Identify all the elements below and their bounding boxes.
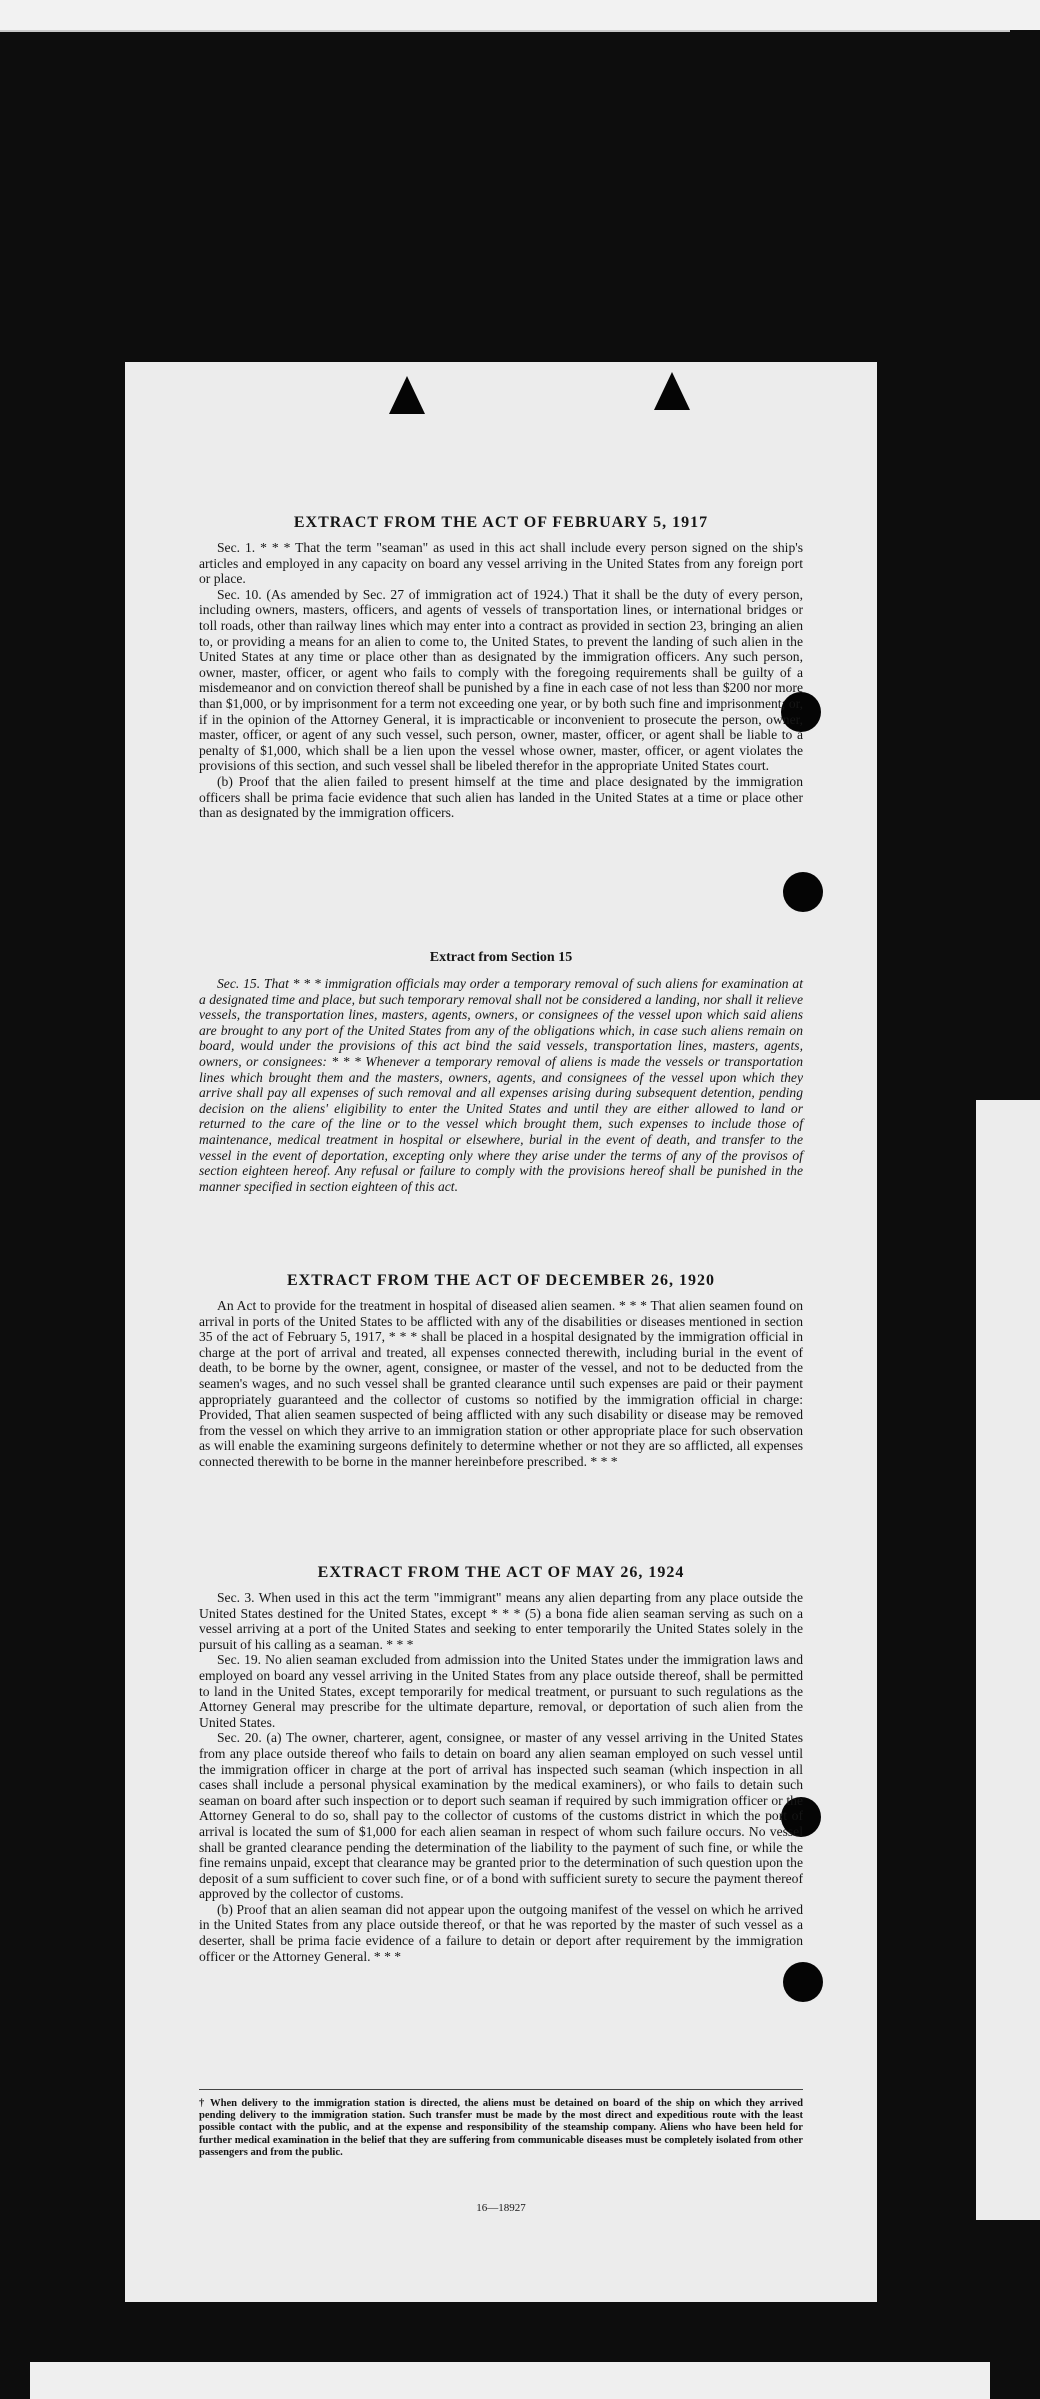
paragraph: Sec. 10. (As amended by Sec. 27 of immigration act of 1924.) That it shall be the duty of every person, including owners, masters, officers, and agents of vessels of transportation lines, or international bridges or toll roads, other than railway lines which may enter into a contract as provided in section 23, bringing an alien to, or providing a means for an alien to come to, the United States, to prevent the landing of such alien in the United States at any time or place other than as designated by the immigration officers. Any such person, owner, master, officer, or agent who fails to comply with the foregoing requirements shall be guilty of a misdemeanor and on conviction thereof shall be punished by a fine in each case of not less than $200 nor more than $1,000, or by imprisonment for a term not exceeding one year, or by both such fine and imprisonment; or, if in the opinion of the Attorney General, it is impracticable or inconvenient to prosecute the person, owner, master, officer, or agent of any such vessel, such person, owner, master, officer, or agent shall be liable to a penalty of $1,000, which shall be a lien upon the vessel whose owner, master, officer, or agent violates the provisions of this section, and such vessel shall be libeled therefor in the appropriate United States court. (199, 586, 803, 774)
section-act-1920 (199, 1272, 803, 1470)
punch-hole (783, 1962, 823, 2002)
paragraph: (b) Proof that the alien failed to present himself at the time and place designated by the immigration officers shall be prima facie evidence that such alien has landed in the United States at a time or place other than as designated by the immigration officers. (199, 773, 803, 821)
paragraph: An Act to provide for the treatment in hospital of diseased alien seamen. * * * That alien seamen found on arrival in ports of the United States to be afflicted with any of the disabilities or diseases mentioned in section 35 of the act of February 5, 1917, * * * shall be placed in a hospital designated by the immigration official in charge at the port of arrival and treated, all expenses connected therewith, including burial in the event of death, to be borne by the owner, agent, consignee, or master of the vessel, and not to be deducted from the seamen's wages, and no such vessel shall be granted clearance until such expenses are paid or their payment appropriately guaranteed and the collector of customs so notified by the immigration official in charge: Provided, That alien seamen suspected of being afflicted with any such disability or disease may be removed from the vessel on which they arrive to an immigration station or other appropriate place for such observation as will enable the examining surgeons definitely to determine whether or not they are so afflicted, all expenses connected therewith to be borne in the manner hereinbefore prescribed. * * * (199, 1298, 803, 1469)
paragraph: Sec. 15. That * * * immigration officials may order a temporary removal of such aliens for examination at a designated time and place, but such temporary removal shall not be considered a landing, nor shall it relieve vessels, the transportation lines, masters, agents, owners, or consignees of the vessel upon which said aliens are brought to any port of the United States from any of the obligations which, in case such aliens remain on board, would under the provisions of this act bind the said vessels, transportation lines, masters, agents, owners, or consignees: * * * Whenever a temporary removal of aliens is made the vessels or transportation lines which brought them and the masters, owners, agents, and consignees of the vessel upon which they arrive shall pay all expenses of such removal and all expenses arising during subsequent detention, pending decision on the aliens' eligibility to enter the United States and until they are either allowed to land or returned to the care of the line or to the vessel which brought them, such expenses to include those of maintenance, medical treatment in hospital or elsewhere, burial in the event of death, and transfer to the vessel in the event of deportation, excepting only where they arise under the terms of any of the provisos of section eighteen hereof. Any refusal or failure to comply with the provisions hereof shall be punished in the manner specified in section eighteen of this act. (199, 976, 803, 1194)
section-heading: EXTRACT FROM THE ACT OF MAY 26, 1924 (317, 1564, 685, 1581)
scan-side-strip (976, 1100, 1040, 2220)
document-page (125, 362, 877, 2302)
scan-top-rule (0, 30, 1010, 32)
paragraph: Sec. 19. No alien seaman excluded from admission into the United States under the immigration laws and employed on board any vessel arriving in the United States from any place outside thereof, shall be permitted to land in the United States, except temporarily for medical treatment, or pursuant to such regulations as the Attorney General may prescribe for the ultimate departure, removal, or deportation of such alien from the United States. (199, 1652, 803, 1730)
page-number: 16—18927 (476, 2202, 526, 2214)
scan-top-bar (0, 0, 1040, 30)
paragraph: Sec. 1. * * * That the term "seaman" as used in this act shall include every person signed on the ship's articles and employed in any capacity on board any vessel arriving in the United States from any foreign port or place. (199, 540, 803, 587)
punch-hole (783, 872, 823, 912)
footnote (199, 2098, 803, 2159)
section-heading: EXTRACT FROM THE ACT OF FEBRUARY 5, 1917 (293, 514, 709, 531)
binding-tab-left (389, 376, 425, 414)
scan-bottom-strip (30, 2362, 990, 2399)
section-act-1917 (199, 514, 803, 821)
paragraph: Sec. 20. (a) The owner, charterer, agent, consignee, or master of any vessel arriving in the United States from any place outside thereof who fails to detain on board any alien seaman employed on such vessel until the immigration officer in charge at the port of arrival has inspected such seaman (which inspection in all cases shall include a personal physical examination by the medical examiners), or who fails to detain such seaman on board after such inspection or to deport such seaman if required by such immigration officer or the Attorney General to do so, shall pay to the collector of customs of the customs district in which the port of arrival is located the sum of $1,000 for each alien seaman in respect of whom such failure occurs. No vessel shall be granted clearance pending the determination of the liability to the payment of such fine, or while the fine remains unpaid, except that clearance may be granted prior to the determination of such question upon the deposit of a sum sufficient to cover such fine, or of a bond with sufficient surety to secure the payment thereof approved by the collector of customs. (199, 1730, 803, 1902)
paragraph: (b) Proof that an alien seaman did not appear upon the outgoing manifest of the vessel on which he arrived in the United States from any place outside thereof, or that he was reported by the master of such vessel as a deserter, shall be prima facie evidence of a failure to detain or deport after requirement by the immigration officer or the Attorney General. * * * (199, 1901, 803, 1964)
footnote-text: † When delivery to the immigration station is directed, the aliens must be detained on board of the ship on which they arrived pending delivery to the immigration station. Such transfer must be made by the most direct and expeditious route with the least possible contact with the public, and at the expense and responsibility of the steamship company. Aliens who have been held for further medical examination in the belief that they are suffering from communicable diseases must be completely isolated from other passengers and from the public. (199, 2098, 803, 2158)
section-act-1924 (199, 1564, 803, 1964)
section-extract-15 (199, 950, 803, 1194)
paragraph: Sec. 3. When used in this act the term "immigrant" means any alien departing from any place outside the United States destined for the United States, except * * * (5) a bona fide alien seaman serving as such on a vessel arriving at a port of the United States and seeking to enter temporarily the United States solely in the pursuit of his calling as a seaman. * * * (199, 1590, 803, 1652)
footnote-rule (199, 2089, 803, 2090)
binding-tab-right (654, 372, 690, 410)
section-subheading: Extract from Section 15 (429, 950, 573, 965)
section-heading: EXTRACT FROM THE ACT OF DECEMBER 26, 1920 (286, 1272, 715, 1289)
